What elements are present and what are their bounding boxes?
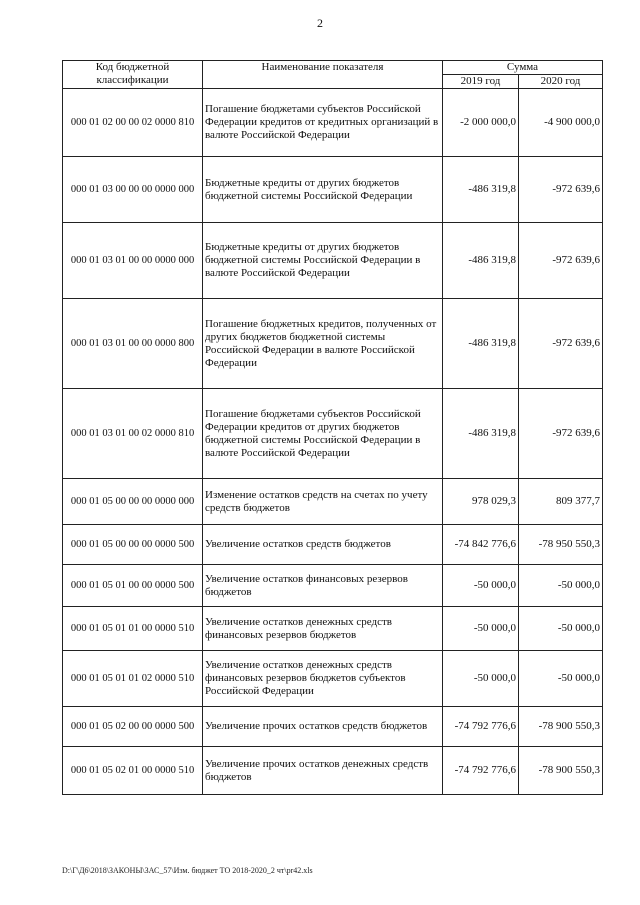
row-name: Изменение остатков средств на счетах по учету средств бюджетов xyxy=(203,479,443,525)
row-value-2019: -74 792 776,6 xyxy=(443,707,519,747)
table-row xyxy=(63,157,603,223)
table-row xyxy=(63,89,603,157)
row-code: 000 01 05 01 01 02 0000 510 xyxy=(63,651,203,707)
row-value-2019: -486 319,8 xyxy=(443,299,519,389)
table-body xyxy=(63,89,603,795)
row-name: Погашение бюджетных кредитов, полученных от других бюджетов бюджетной системы Российской Федерации в валюте Российской Федерации xyxy=(203,299,443,389)
table-row xyxy=(63,651,603,707)
row-name: Увеличение прочих остатков средств бюджетов xyxy=(203,707,443,747)
table-row xyxy=(63,707,603,747)
row-value-2020: -972 639,6 xyxy=(519,157,603,223)
row-value-2019: -50 000,0 xyxy=(443,607,519,651)
row-code: 000 01 03 01 00 00 0000 800 xyxy=(63,299,203,389)
row-name: Увеличение прочих остатков денежных средств бюджетов xyxy=(203,747,443,795)
header-year-2020: 2020 год xyxy=(519,75,603,89)
row-name: Погашение бюджетами субъектов Российской Федерации кредитов от других бюджетов бюджетной системы Российской Федерации в валюте Российской Федерации xyxy=(203,389,443,479)
row-value-2019: -50 000,0 xyxy=(443,565,519,607)
row-name: Бюджетные кредиты от других бюджетов бюджетной системы Российской Федерации в валюте Российской Федерации xyxy=(203,223,443,299)
row-code: 000 01 03 01 00 02 0000 810 xyxy=(63,389,203,479)
row-name: Увеличение остатков финансовых резервов бюджетов xyxy=(203,565,443,607)
table-row xyxy=(63,747,603,795)
file-path-footer: D:\Г\Д6\2018\ЗАКОНЫ\ЗАС_57\Изм. бюджет ТО 2018-2020_2 чт\pr42.xls xyxy=(62,866,313,875)
row-value-2020: 809 377,7 xyxy=(519,479,603,525)
row-value-2019: -486 319,8 xyxy=(443,389,519,479)
table-row xyxy=(63,479,603,525)
row-code: 000 01 03 00 00 00 0000 000 xyxy=(63,157,203,223)
row-code: 000 01 05 01 01 00 0000 510 xyxy=(63,607,203,651)
page-number: 2 xyxy=(317,16,323,30)
row-code: 000 01 05 02 00 00 0000 500 xyxy=(63,707,203,747)
table-row xyxy=(63,223,603,299)
row-value-2019: -486 319,8 xyxy=(443,157,519,223)
budget-table xyxy=(62,60,603,795)
row-code: 000 01 05 00 00 00 0000 000 xyxy=(63,479,203,525)
row-name: Увеличение остатков денежных средств финансовых резервов бюджетов субъектов Российской Федерации xyxy=(203,651,443,707)
table-row xyxy=(63,607,603,651)
row-code: 000 01 03 01 00 00 0000 000 xyxy=(63,223,203,299)
row-value-2019: -74 792 776,6 xyxy=(443,747,519,795)
row-value-2020: -50 000,0 xyxy=(519,651,603,707)
row-name: Погашение бюджетами субъектов Российской Федерации кредитов от кредитных организаций в валюте Российской Федерации xyxy=(203,89,443,157)
row-value-2020: -78 900 550,3 xyxy=(519,707,603,747)
table-row xyxy=(63,389,603,479)
table-row xyxy=(63,525,603,565)
row-value-2019: -74 842 776,6 xyxy=(443,525,519,565)
row-value-2019: 978 029,3 xyxy=(443,479,519,525)
row-value-2020: -972 639,6 xyxy=(519,389,603,479)
row-value-2020: -78 950 550,3 xyxy=(519,525,603,565)
row-value-2020: -50 000,0 xyxy=(519,607,603,651)
row-code: 000 01 05 00 00 00 0000 500 xyxy=(63,525,203,565)
row-name: Увеличение остатков денежных средств финансовых резервов бюджетов xyxy=(203,607,443,651)
row-value-2020: -78 900 550,3 xyxy=(519,747,603,795)
row-code: 000 01 05 02 01 00 0000 510 xyxy=(63,747,203,795)
row-value-2019: -50 000,0 xyxy=(443,651,519,707)
row-value-2020: -972 639,6 xyxy=(519,299,603,389)
header-name: Наименование показателя xyxy=(203,61,443,89)
row-value-2020: -50 000,0 xyxy=(519,565,603,607)
row-code: 000 01 05 01 00 00 0000 500 xyxy=(63,565,203,607)
header-year-2019: 2019 год xyxy=(443,75,519,89)
row-value-2020: -972 639,6 xyxy=(519,223,603,299)
row-name: Бюджетные кредиты от других бюджетов бюджетной системы Российской Федерации xyxy=(203,157,443,223)
row-value-2020: -4 900 000,0 xyxy=(519,89,603,157)
row-value-2019: -486 319,8 xyxy=(443,223,519,299)
header-sum: Сумма xyxy=(443,61,603,75)
row-code: 000 01 02 00 00 02 0000 810 xyxy=(63,89,203,157)
row-value-2019: -2 000 000,0 xyxy=(443,89,519,157)
row-name: Увеличение остатков средств бюджетов xyxy=(203,525,443,565)
table-row xyxy=(63,299,603,389)
table-row xyxy=(63,565,603,607)
header-code: Код бюджетной классификации xyxy=(63,61,203,89)
